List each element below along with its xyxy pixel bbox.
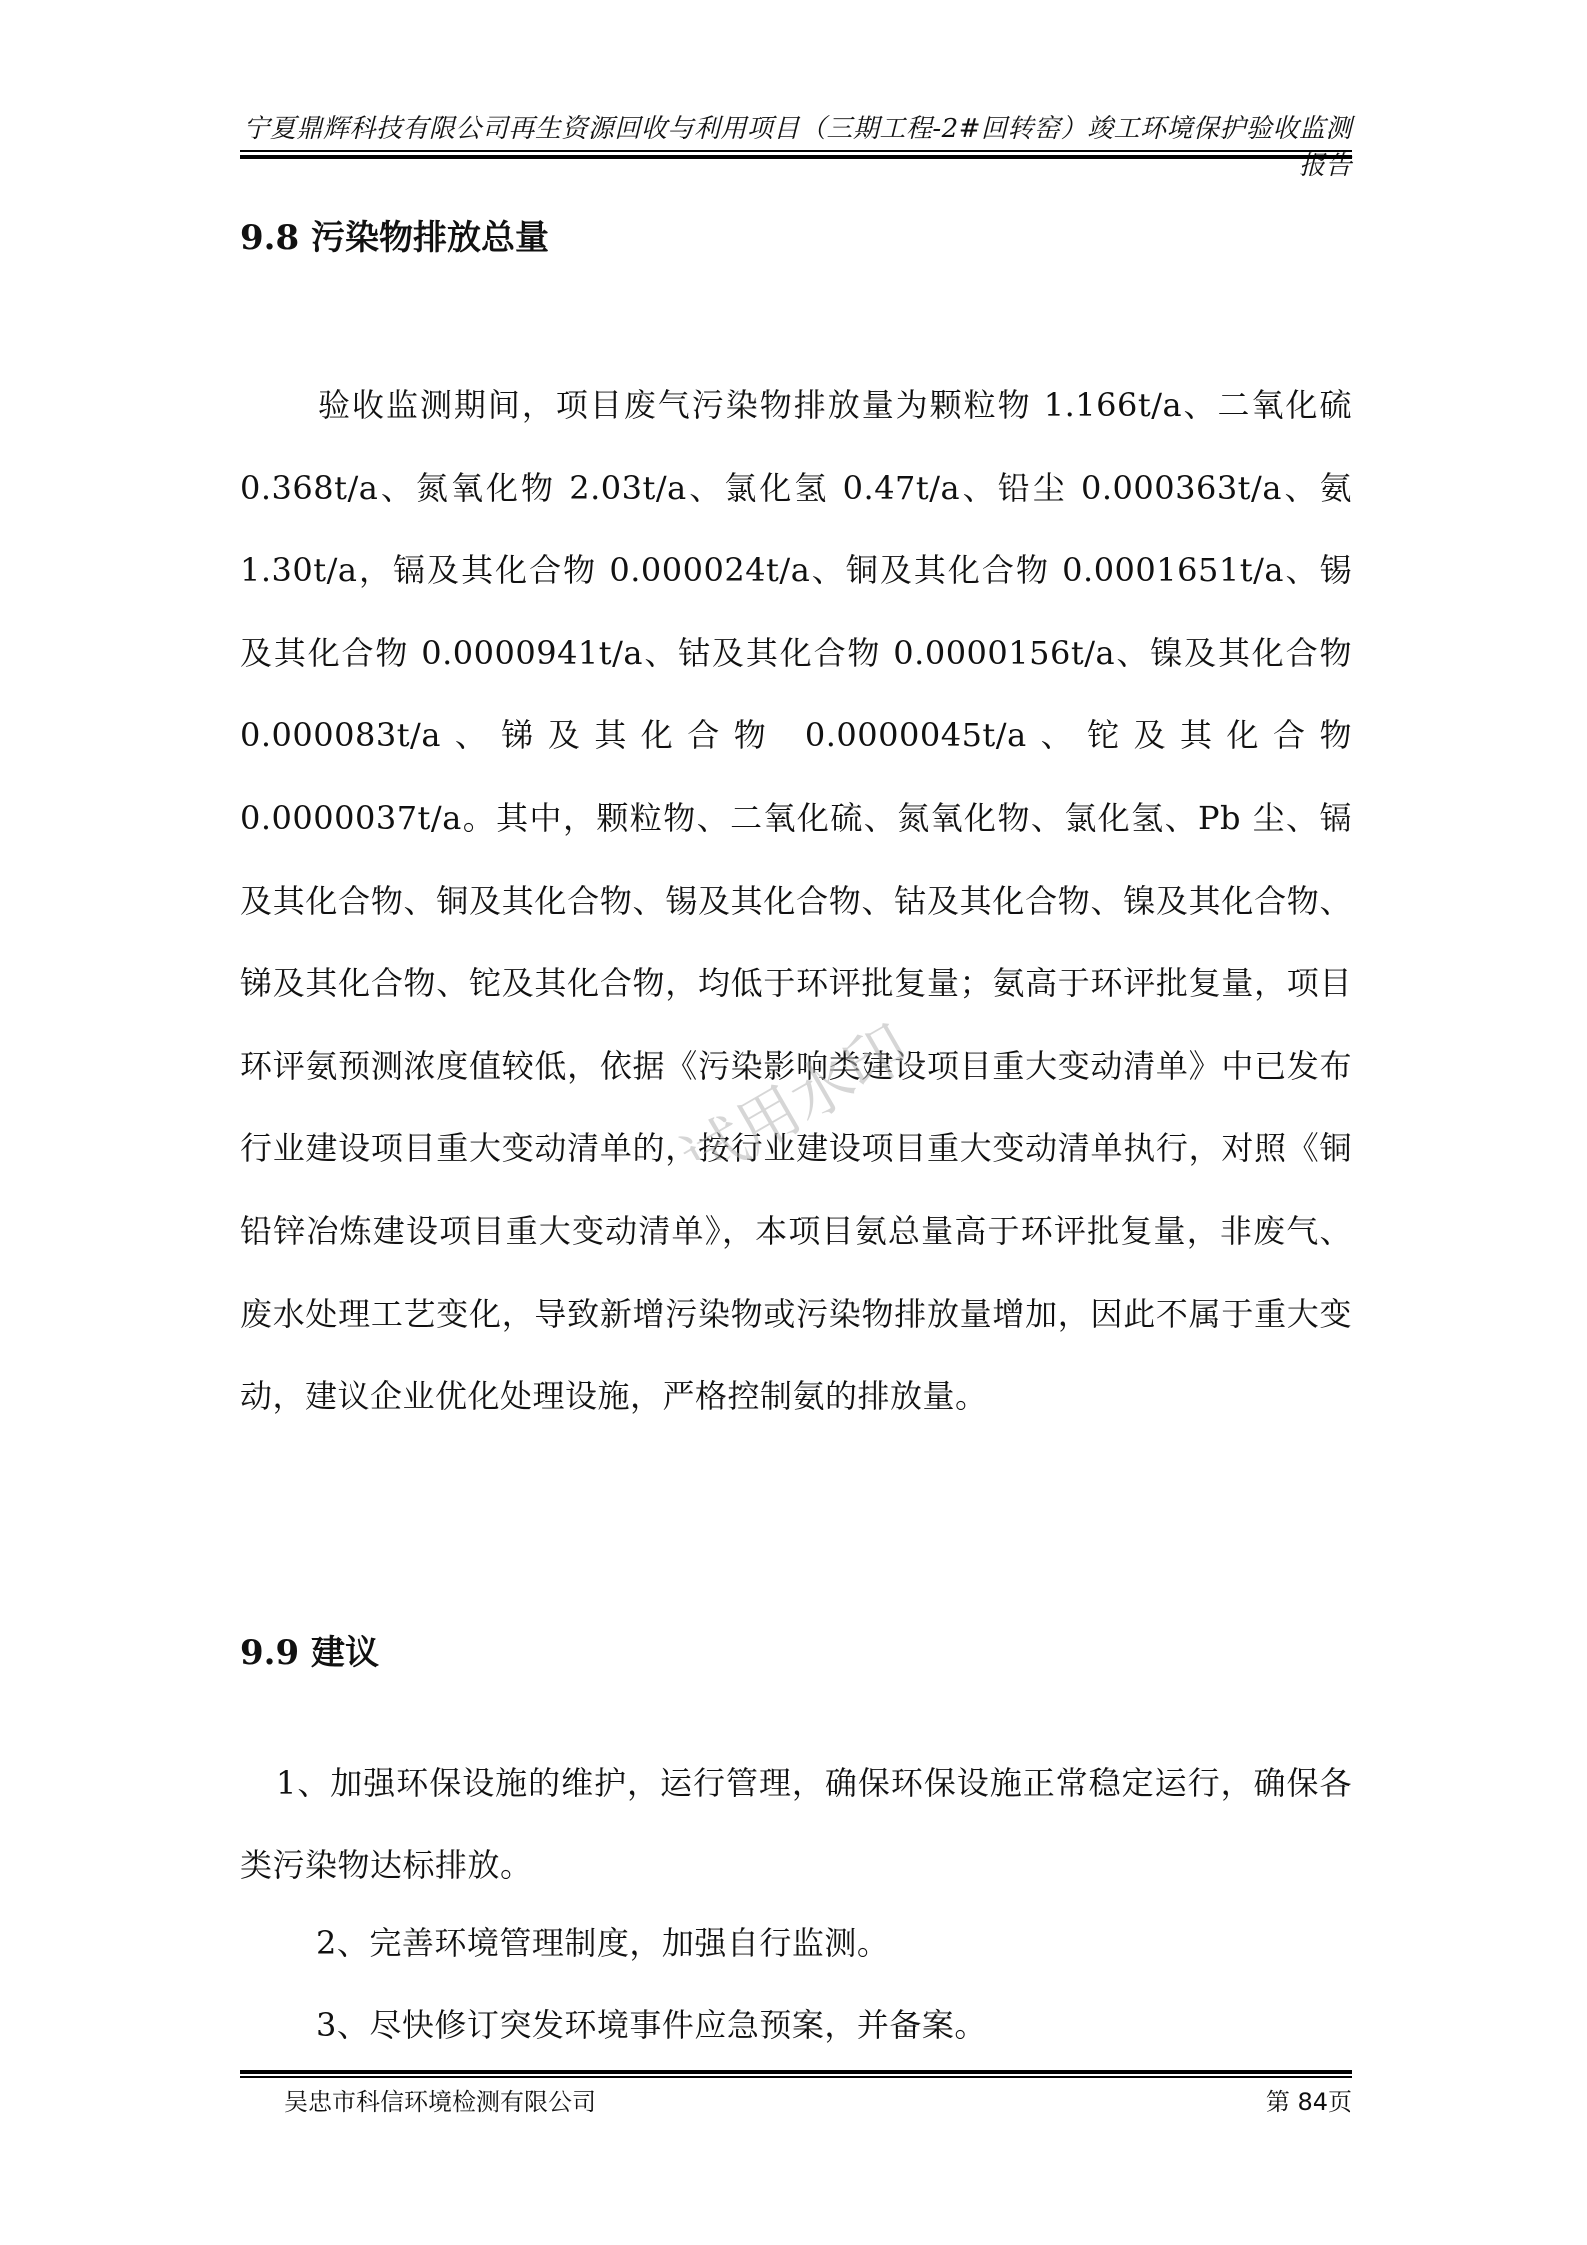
section-heading-9-8: 9.8 污染物排放总量 [240,218,549,258]
footer-company: 吴忠市科信环境检测有限公司 [284,2088,596,2116]
watermark-text: 试用水印 [669,1010,922,1160]
page-header: 宁夏鼎辉科技有限公司再生资源回收与利用项目（三期工程-2#回转窑）竣工环境保护验收监测报告 [243,114,1352,181]
footer-rule-thick [240,2070,1352,2074]
header-rule-thin [240,150,1352,152]
header-rule-thick [240,155,1352,159]
footer-page-number: 第 84页 [1265,2088,1352,2116]
recommendation-item-2: 2、完善环境管理制度，加强自行监测。 [316,1924,890,1962]
recommendation-item-1: 1、加强环保设施的维护，运行管理，确保环保设施正常稳定运行，确保各类污染物达标排放。 [240,1764,1352,1884]
section-heading-9-9: 9.9 建议 [240,1633,379,1673]
section-body-9-8: 验收监测期间，项目废气污染物排放量为颗粒物 1.166t/a、二氧化硫 0.368t/a、氮氧化物 2.03t/a、氯化氢 0.47t/a、铅尘 0.000363t/a、氨 1.30t/a，镉及其化合物 0.000024t/a、铜及其化合物 0.0001651t/a、锡及其化合物 0.0000941t/a、钴及其化合物 0.0000156t/a、镍及其化合物 0.000083t/a、锑及其化合物 0.0000045t/a、铊及其化合物 0.0000037t/a。其中，颗粒物、二氧化硫、氮氧化物、氯化氢、Pb 尘、镉及其化合物、铜及其化合物、锡及其化合物、钴及其化合物、镍及其化合物、锑及其化合物、铊及其化合物，均低于环评批复量；氨高于环评批复量，项目环评氨预测浓度值较低，依据《污染影响类建设项目重大变动清单》中已发布行业建设项目重大变动清单的，按行业建设项目重大变动清单执行，对照《铜铅锌冶炼建设项目重大变动清单》，本项目氨总量高于环评批复量，非废气、废水处理工艺变化，导致新增污染物或污染物排放量增加，因此不属于重大变动，建议企业优化处理设施，严格控制氨的排放量。 [240,386,1352,1416]
recommendation-item-3: 3、尽快修订突发环境事件应急预案，并备案。 [316,2006,987,2044]
trial-watermark [640,1000,960,1160]
footer-rule-thin [240,2076,1352,2078]
